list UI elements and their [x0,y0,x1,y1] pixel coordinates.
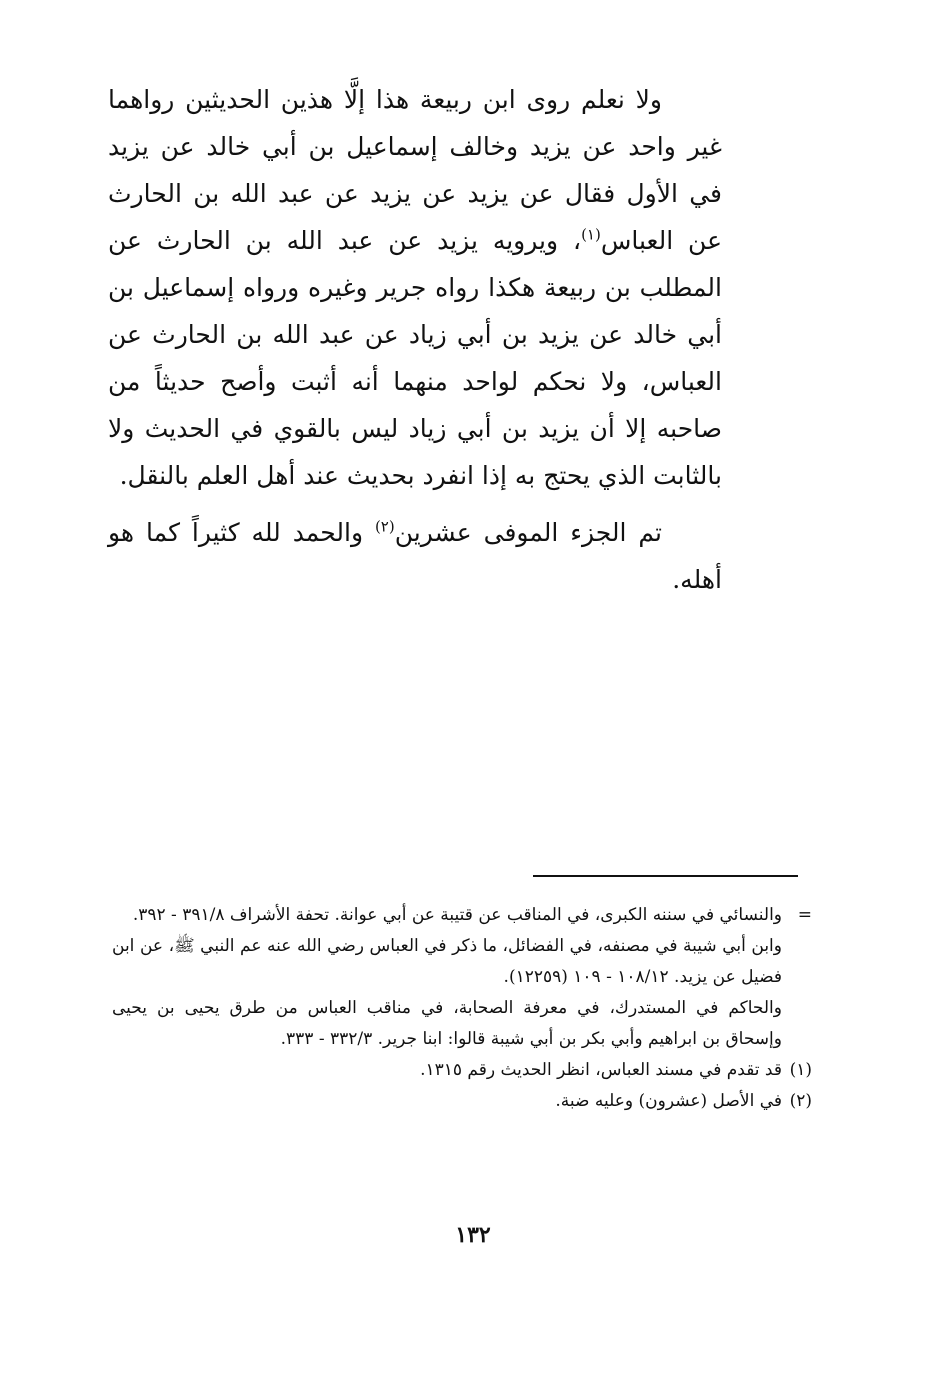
paragraph-1 [108,76,722,499]
footnote-continuation-first [112,900,812,931]
footnote-continuation-line-1: والنسائي في سننه الكبرى، في المناقب عن قتيبة عن أبي عوانة. تحفة الأشراف ٣٩١/٨ - ٣٩٢. [132,905,782,925]
paragraph-2-text-end: والحمد لله كثيراً كما هو أهله. [108,518,722,594]
footnote-ref-2: (٢) [374,517,395,536]
footnote-continuation-line-2: وابن أبي شيبة في مصنفه، في الفضائل، ما ذكر في العباس رضي الله عنه عم النبي ﷺ، عن ابن فضيل عن يزيد. ١٠٨/١٢ - ١٠٩ (١٢٢٥٩). [112,936,782,987]
paragraph-2-text-start: تم الجزء الموفى عشرين [394,518,662,547]
main-text-block [108,76,722,603]
footnote-ref-1: (١) [581,225,601,244]
footnote-1-text: قد تقدم في مسند العباس، انظر الحديث رقم ١٣١٥. [420,1060,782,1080]
footnote-2 [112,1086,812,1117]
footnote-2-text: في الأصل (عشرون) وعليه ضبة. [555,1091,782,1111]
footnote-separator [533,875,798,877]
footnote-continuation-line-3: والحاكم في المستدرك، في معرفة الصحابة، في مناقب العباس من طرق يحيى بن يحيى وإسحاق بن ابراهيم وأبي بكر بن أبي شيبة قالوا: ابنا جرير. ٣٣٢/٣ - ٣٣٣. [112,998,782,1049]
footnote-1 [112,1055,812,1086]
paragraph-1-text-start: ولا نعلم روى ابن ربيعة هذا إلَّا هذين الحديثين رواهما غير واحد عن يزيد وخالف إسماعيل بن أبي خالد عن يزيد في الأول فقال عن يزيد عن يزيد عن عبد الله بن الحارث عن العباس [108,85,723,255]
continuation-marker: = [797,905,812,925]
footnote-1-mark: (١) [789,1060,812,1080]
paragraph-2 [108,509,722,603]
page-number: ١٣٢ [455,1222,491,1248]
footnotes-block [112,900,812,1117]
paragraph-1-text-end: ، ويرويه يزيد عن عبد الله بن الحارث عن المطلب بن ربيعة هكذا رواه جرير وغيره ورواه إسماعيل بن أبي خالد عن يزيد بن أبي زياد عن عبد الله بن الحارث عن العباس، ولا نحكم لواحد منهما أنه أثبت وأصح حديثاً من صاحبه إلا أن يزيد بن أبي زياد ليس بالقوي في الحديث ولا بالثابت الذي يحتج به إذا انفرد بحديث عند أهل العلم بالنقل. [108,226,722,490]
footnote-2-mark: (٢) [789,1091,812,1111]
